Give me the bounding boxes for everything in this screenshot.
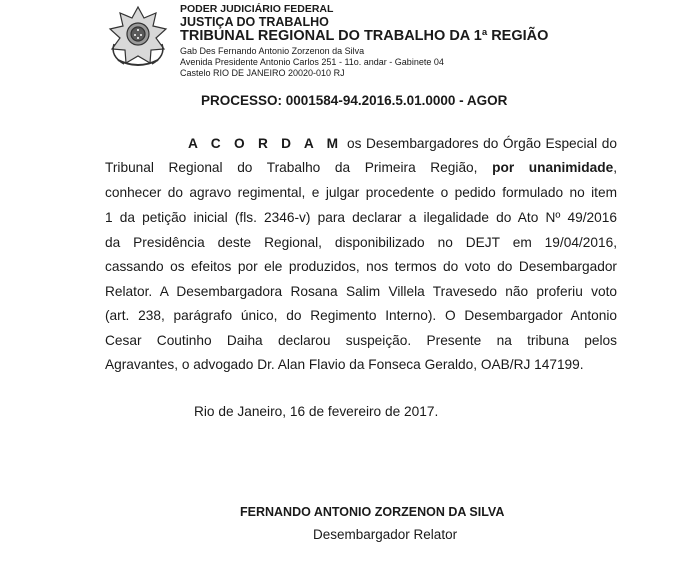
header-address-line-3: Castelo RIO DE JANEIRO 20020-010 RJ <box>180 68 345 78</box>
body-line-1-text: os Desembargadores do Órgão Especial do <box>346 136 617 151</box>
header-address-line-2: Avenida Presidente Antonio Carlos 251 - 11o. andar - Gabinete 04 <box>180 57 444 67</box>
signatory-role: Desembargador Relator <box>313 527 458 542</box>
header-org-line: PODER JUDICIÁRIO FEDERAL <box>180 3 334 15</box>
body-line-10: Agravantes, o advogado Dr. Alan Flavio da Fonseca Geraldo, OAB/RJ 147199. <box>105 357 584 372</box>
unanimity-emphasis: por unanimidade <box>492 160 614 175</box>
coat-of-arms-icon <box>106 4 170 70</box>
signatory-name: FERNANDO ANTONIO ZORZENON DA SILVA <box>240 505 505 519</box>
acordam-word: A C O R D A M <box>188 136 343 151</box>
body-line-5: da Presidência deste Regional, disponibilizado no DEJT em 19/04/2016, <box>105 235 617 250</box>
header-address-line-1: Gab Des Fernando Antonio Zorzenon da Silva <box>180 46 365 56</box>
header-justice-line: JUSTIÇA DO TRABALHO <box>180 15 329 29</box>
body-line-8: (art. 238, parágrafo único, do Regimento Interno). O Desembargador Antonio <box>105 308 617 323</box>
body-line-3: conhecer do agravo regimental, e julgar procedente o pedido formulado no item <box>105 185 617 200</box>
body-line-2-text: Tribunal Regional do Trabalho da Primeira Região, <box>105 160 478 175</box>
body-line-7: Relator. A Desembargadora Rosana Salim Villela Travesedo não proferiu voto <box>105 284 617 299</box>
document-date: Rio de Janeiro, 16 de fevereiro de 2017. <box>194 404 439 419</box>
header-court-line: TRIBUNAL REGIONAL DO TRABALHO DA 1ª REGIÃO <box>180 28 549 44</box>
body-line-1 <box>188 136 617 151</box>
body-line-2-comma: , <box>613 160 617 175</box>
body-line-9: Cesar Coutinho Daiha declarou suspeição. Presente na tribuna pelos <box>105 333 617 348</box>
body-line-6: cassando os efeitos por ele produzidos, nos termos do voto do Desembargador <box>105 259 617 274</box>
process-number: PROCESSO: 0001584-94.2016.5.01.0000 - AGOR <box>201 93 508 108</box>
body-line-2 <box>105 160 617 175</box>
body-line-4: 1 da petição inicial (fls. 2346-v) para declarar a ilegalidade do Ato Nº 49/2016 <box>105 210 617 225</box>
